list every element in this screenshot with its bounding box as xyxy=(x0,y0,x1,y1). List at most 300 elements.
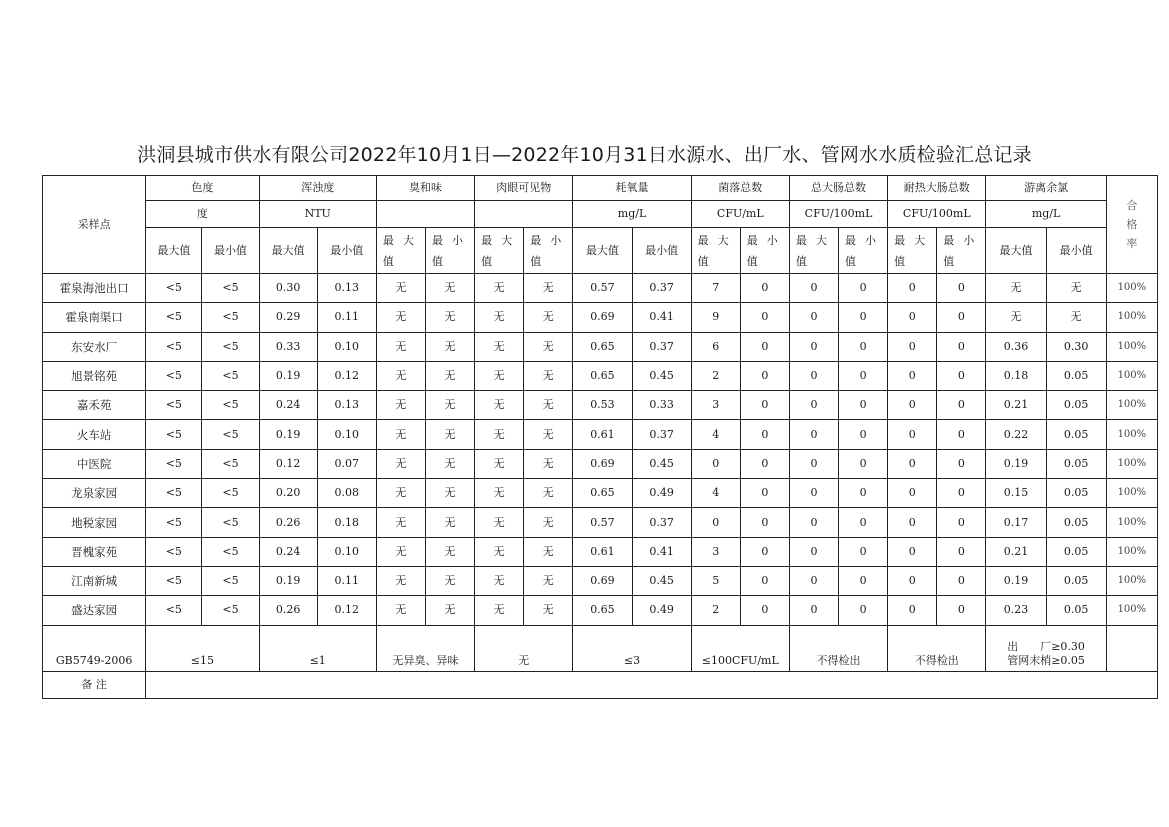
value-cell: 0.13 xyxy=(317,391,376,420)
value-cell: 0 xyxy=(839,479,888,508)
param-header: 臭和味 xyxy=(376,176,474,201)
value-cell: 0.11 xyxy=(317,566,376,595)
value-cell: <5 xyxy=(202,332,259,361)
value-cell: 无 xyxy=(425,391,474,420)
value-cell: 0.33 xyxy=(632,391,691,420)
value-cell: 0.18 xyxy=(317,508,376,537)
value-cell: 0 xyxy=(888,361,937,390)
min-header: 最小值 xyxy=(524,228,573,274)
value-cell: 0.65 xyxy=(573,479,632,508)
value-cell: 0 xyxy=(839,596,888,625)
pass-rate-cell: 100% xyxy=(1106,420,1157,449)
min-header: 最小值 xyxy=(937,228,986,274)
value-cell: <5 xyxy=(202,274,259,303)
standard-row xyxy=(43,625,1158,671)
value-cell: 无 xyxy=(524,508,573,537)
sampling-point-cell: 霍泉海池出口 xyxy=(43,274,146,303)
value-cell: 无 xyxy=(376,537,425,566)
value-cell: <5 xyxy=(146,449,202,478)
chlorine-standard xyxy=(986,625,1106,671)
value-cell: <5 xyxy=(146,508,202,537)
value-cell: 0.61 xyxy=(573,420,632,449)
value-cell: 5 xyxy=(691,566,740,595)
remarks-row xyxy=(43,671,1158,698)
unit-header: CFU/mL xyxy=(691,201,789,228)
value-cell: 0.15 xyxy=(986,479,1046,508)
value-cell: 无 xyxy=(376,508,425,537)
value-cell: 0.29 xyxy=(259,303,317,332)
param-header: 耗氧量 xyxy=(573,176,691,201)
value-cell: 0.19 xyxy=(986,566,1046,595)
max-header: 最大值 xyxy=(789,228,838,274)
value-cell: <5 xyxy=(202,566,259,595)
chlorine-standard-network: 管网末梢≥0.05 xyxy=(1007,653,1085,667)
value-cell: 0.05 xyxy=(1046,449,1106,478)
value-cell: 无 xyxy=(524,274,573,303)
value-cell: <5 xyxy=(202,537,259,566)
value-cell: 无 xyxy=(524,596,573,625)
value-cell: 0.24 xyxy=(259,537,317,566)
pass-rate-cell: 100% xyxy=(1106,332,1157,361)
param-header: 浑浊度 xyxy=(259,176,376,201)
chlorine-standard-factory: 出 厂≥0.30 xyxy=(1007,639,1085,653)
value-cell: 无 xyxy=(475,420,524,449)
remarks-content xyxy=(146,671,1158,698)
value-cell: 0.10 xyxy=(317,332,376,361)
value-cell: 0.10 xyxy=(317,537,376,566)
value-cell: 0 xyxy=(839,537,888,566)
value-cell: 无 xyxy=(475,479,524,508)
value-cell: 0 xyxy=(937,332,986,361)
value-cell: 0.37 xyxy=(632,274,691,303)
pass-rate-cell: 100% xyxy=(1106,479,1157,508)
value-cell: 0 xyxy=(740,274,789,303)
value-cell: 0.45 xyxy=(632,449,691,478)
value-cell: <5 xyxy=(146,420,202,449)
value-cell: 3 xyxy=(691,391,740,420)
value-cell: 0.05 xyxy=(1046,596,1106,625)
value-cell: 0 xyxy=(937,274,986,303)
value-cell: 0.19 xyxy=(986,449,1046,478)
water-quality-table xyxy=(42,175,1158,699)
value-cell: 0.36 xyxy=(986,332,1046,361)
value-cell: 0.26 xyxy=(259,508,317,537)
value-cell: 0 xyxy=(789,303,838,332)
unit-header: CFU/100mL xyxy=(789,201,887,228)
value-cell: 无 xyxy=(475,449,524,478)
pass-rate-header-text: 合格率 xyxy=(1126,199,1138,250)
value-cell: 无 xyxy=(524,420,573,449)
standard-value: ≤15 xyxy=(146,625,259,671)
value-cell: 0.33 xyxy=(259,332,317,361)
value-cell: 无 xyxy=(376,566,425,595)
value-cell: 0.26 xyxy=(259,596,317,625)
value-cell: 0.37 xyxy=(632,508,691,537)
param-header: 总大肠总数 xyxy=(789,176,887,201)
value-cell: 0 xyxy=(937,303,986,332)
sampling-point-cell: 龙泉家园 xyxy=(43,479,146,508)
value-cell: 0 xyxy=(937,449,986,478)
pass-rate-cell: 100% xyxy=(1106,274,1157,303)
value-cell: 0.65 xyxy=(573,332,632,361)
standard-value: 不得检出 xyxy=(888,625,986,671)
value-cell: 无 xyxy=(376,596,425,625)
value-cell: 无 xyxy=(376,303,425,332)
value-cell: 0 xyxy=(789,508,838,537)
value-cell: 0 xyxy=(789,420,838,449)
value-cell: 无 xyxy=(376,420,425,449)
value-cell: 0 xyxy=(740,537,789,566)
value-cell: 无 xyxy=(475,332,524,361)
table-row xyxy=(43,332,1158,361)
value-cell: 无 xyxy=(986,303,1046,332)
value-cell: 0.41 xyxy=(632,303,691,332)
value-cell: 0.57 xyxy=(573,274,632,303)
value-cell: 无 xyxy=(425,566,474,595)
value-cell: 0.17 xyxy=(986,508,1046,537)
standard-value: 无 xyxy=(475,625,573,671)
value-cell: 0 xyxy=(888,391,937,420)
header-row-minmax xyxy=(43,228,1158,274)
value-cell: 0 xyxy=(888,479,937,508)
sampling-point-cell: 中医院 xyxy=(43,449,146,478)
value-cell: 0.12 xyxy=(317,596,376,625)
document-title: 洪洞县城市供水有限公司2022年10月1日—2022年10月31日水源水、出厂水、管网水水质检验汇总记录 xyxy=(137,144,1032,166)
value-cell: 无 xyxy=(475,596,524,625)
value-cell: 0.41 xyxy=(632,537,691,566)
value-cell: 无 xyxy=(425,537,474,566)
value-cell: 0 xyxy=(937,566,986,595)
value-cell: 无 xyxy=(475,566,524,595)
unit-header xyxy=(475,201,573,228)
table-row xyxy=(43,508,1158,537)
value-cell: 0.30 xyxy=(259,274,317,303)
param-header: 肉眼可见物 xyxy=(475,176,573,201)
param-header: 色度 xyxy=(146,176,259,201)
value-cell: 0.45 xyxy=(632,566,691,595)
min-header: 最小值 xyxy=(632,228,691,274)
value-cell: <5 xyxy=(202,449,259,478)
standard-value: 无异臭、异味 xyxy=(376,625,474,671)
value-cell: 0 xyxy=(839,391,888,420)
value-cell: 0.05 xyxy=(1046,537,1106,566)
value-cell: <5 xyxy=(202,479,259,508)
value-cell: <5 xyxy=(146,361,202,390)
value-cell: 无 xyxy=(524,537,573,566)
value-cell: 0 xyxy=(740,479,789,508)
value-cell: 0 xyxy=(740,303,789,332)
value-cell: 9 xyxy=(691,303,740,332)
value-cell: 0.08 xyxy=(317,479,376,508)
header-row-parameters xyxy=(43,176,1158,201)
value-cell: 无 xyxy=(425,479,474,508)
value-cell: 0.69 xyxy=(573,449,632,478)
value-cell: 0.45 xyxy=(632,361,691,390)
value-cell: <5 xyxy=(202,596,259,625)
min-header: 最小值 xyxy=(740,228,789,274)
pass-rate-cell: 100% xyxy=(1106,537,1157,566)
value-cell: <5 xyxy=(202,420,259,449)
value-cell: 0 xyxy=(789,391,838,420)
unit-header: mg/L xyxy=(573,201,691,228)
remarks-label: 备 注 xyxy=(43,671,146,698)
table-row xyxy=(43,303,1158,332)
value-cell: 0.12 xyxy=(317,361,376,390)
value-cell: <5 xyxy=(146,596,202,625)
table-row xyxy=(43,537,1158,566)
value-cell: 无 xyxy=(376,274,425,303)
value-cell: 0 xyxy=(839,420,888,449)
standard-value: ≤100CFU/mL xyxy=(691,625,789,671)
sampling-point-cell: 旭景铭苑 xyxy=(43,361,146,390)
value-cell: 无 xyxy=(475,274,524,303)
value-cell: <5 xyxy=(146,479,202,508)
standard-value: ≤3 xyxy=(573,625,691,671)
table-row xyxy=(43,391,1158,420)
value-cell: 0.05 xyxy=(1046,391,1106,420)
value-cell: 0 xyxy=(740,508,789,537)
value-cell: 0 xyxy=(789,274,838,303)
max-header: 最大值 xyxy=(888,228,937,274)
value-cell: 无 xyxy=(524,391,573,420)
value-cell: 无 xyxy=(425,303,474,332)
value-cell: 无 xyxy=(425,361,474,390)
value-cell: 无 xyxy=(376,361,425,390)
value-cell: 0 xyxy=(839,566,888,595)
param-header: 游离余氯 xyxy=(986,176,1106,201)
value-cell: 无 xyxy=(376,332,425,361)
value-cell: 0 xyxy=(789,332,838,361)
value-cell: 0 xyxy=(937,508,986,537)
value-cell: 0.49 xyxy=(632,479,691,508)
max-header: 最大值 xyxy=(573,228,632,274)
header-row-units xyxy=(43,201,1158,228)
table-row xyxy=(43,361,1158,390)
pass-rate-cell: 100% xyxy=(1106,508,1157,537)
value-cell: 0.23 xyxy=(986,596,1046,625)
min-header: 最小值 xyxy=(425,228,474,274)
max-header: 最大值 xyxy=(259,228,317,274)
value-cell: 0.24 xyxy=(259,391,317,420)
value-cell: 0.65 xyxy=(573,596,632,625)
value-cell: 7 xyxy=(691,274,740,303)
value-cell: 0.69 xyxy=(573,566,632,595)
param-header: 耐热大肠总数 xyxy=(888,176,986,201)
value-cell: 0.07 xyxy=(317,449,376,478)
unit-header xyxy=(376,201,474,228)
value-cell: 无 xyxy=(376,391,425,420)
min-header: 最小值 xyxy=(1046,228,1106,274)
value-cell: 0.19 xyxy=(259,420,317,449)
value-cell: <5 xyxy=(202,508,259,537)
value-cell: 0 xyxy=(937,537,986,566)
value-cell: 无 xyxy=(524,303,573,332)
value-cell: 0.21 xyxy=(986,537,1046,566)
table-row xyxy=(43,479,1158,508)
value-cell: 0 xyxy=(740,566,789,595)
value-cell: 0.05 xyxy=(1046,361,1106,390)
value-cell: 0 xyxy=(888,274,937,303)
max-header: 最大值 xyxy=(475,228,524,274)
value-cell: 0.49 xyxy=(632,596,691,625)
sampling-point-cell: 东安水厂 xyxy=(43,332,146,361)
value-cell: 0.20 xyxy=(259,479,317,508)
value-cell: 0 xyxy=(789,596,838,625)
value-cell: <5 xyxy=(146,537,202,566)
table-row xyxy=(43,449,1158,478)
sampling-point-cell: 火车站 xyxy=(43,420,146,449)
pass-rate-cell: 100% xyxy=(1106,566,1157,595)
value-cell: 0.30 xyxy=(1046,332,1106,361)
max-header: 最大值 xyxy=(986,228,1046,274)
value-cell: 0.69 xyxy=(573,303,632,332)
value-cell: 0 xyxy=(789,566,838,595)
value-cell: 无 xyxy=(425,332,474,361)
value-cell: 0.12 xyxy=(259,449,317,478)
value-cell: 0.19 xyxy=(259,361,317,390)
pass-rate-cell: 100% xyxy=(1106,596,1157,625)
table-row xyxy=(43,274,1158,303)
value-cell: 0 xyxy=(888,508,937,537)
value-cell: 0.37 xyxy=(632,420,691,449)
value-cell: 无 xyxy=(475,537,524,566)
pass-rate-cell: 100% xyxy=(1106,391,1157,420)
value-cell: 0 xyxy=(691,508,740,537)
value-cell: 0 xyxy=(937,479,986,508)
value-cell: <5 xyxy=(202,361,259,390)
unit-header: CFU/100mL xyxy=(888,201,986,228)
value-cell: 0.22 xyxy=(986,420,1046,449)
value-cell: 无 xyxy=(524,361,573,390)
standard-rate-empty xyxy=(1106,625,1157,671)
value-cell: 无 xyxy=(475,303,524,332)
unit-header: mg/L xyxy=(986,201,1106,228)
value-cell: 0 xyxy=(888,537,937,566)
value-cell: 0 xyxy=(937,420,986,449)
value-cell: 无 xyxy=(376,479,425,508)
value-cell: <5 xyxy=(202,303,259,332)
value-cell: 3 xyxy=(691,537,740,566)
pass-rate-cell: 100% xyxy=(1106,361,1157,390)
value-cell: 0 xyxy=(789,537,838,566)
value-cell: 0 xyxy=(888,566,937,595)
table-row xyxy=(43,566,1158,595)
value-cell: <5 xyxy=(146,566,202,595)
value-cell: 0 xyxy=(740,596,789,625)
value-cell: 0 xyxy=(888,449,937,478)
pass-rate-cell: 100% xyxy=(1106,449,1157,478)
sampling-point-header: 采样点 xyxy=(43,176,146,274)
value-cell: 0 xyxy=(839,303,888,332)
max-header: 最大值 xyxy=(691,228,740,274)
value-cell: 6 xyxy=(691,332,740,361)
value-cell: 无 xyxy=(475,391,524,420)
value-cell: 无 xyxy=(524,449,573,478)
sampling-point-cell: 晋槐家苑 xyxy=(43,537,146,566)
value-cell: 4 xyxy=(691,479,740,508)
value-cell: 0 xyxy=(888,420,937,449)
value-cell: 无 xyxy=(524,566,573,595)
value-cell: 0.05 xyxy=(1046,566,1106,595)
value-cell: 无 xyxy=(475,361,524,390)
value-cell: 0 xyxy=(839,361,888,390)
value-cell: 无 xyxy=(425,449,474,478)
value-cell: 0 xyxy=(888,303,937,332)
value-cell: 0 xyxy=(789,449,838,478)
value-cell: <5 xyxy=(146,274,202,303)
value-cell: <5 xyxy=(202,391,259,420)
table-row xyxy=(43,596,1158,625)
value-cell: 0.05 xyxy=(1046,420,1106,449)
min-header: 最小值 xyxy=(317,228,376,274)
value-cell: 0.57 xyxy=(573,508,632,537)
value-cell: <5 xyxy=(146,391,202,420)
value-cell: <5 xyxy=(146,332,202,361)
value-cell: 0.05 xyxy=(1046,508,1106,537)
value-cell: 0.11 xyxy=(317,303,376,332)
sampling-point-cell: 地税家园 xyxy=(43,508,146,537)
sampling-point-cell: 江南新城 xyxy=(43,566,146,595)
value-cell: 0.10 xyxy=(317,420,376,449)
value-cell: 0 xyxy=(839,449,888,478)
value-cell: 0 xyxy=(937,596,986,625)
value-cell: 0 xyxy=(789,479,838,508)
value-cell: 无 xyxy=(1046,274,1106,303)
pass-rate-header xyxy=(1106,176,1157,274)
value-cell: 2 xyxy=(691,596,740,625)
value-cell: 0 xyxy=(740,361,789,390)
value-cell: 0 xyxy=(740,391,789,420)
value-cell: 0 xyxy=(839,332,888,361)
value-cell: 0 xyxy=(839,274,888,303)
value-cell: 无 xyxy=(425,508,474,537)
standard-value: ≤1 xyxy=(259,625,376,671)
standard-value: 不得检出 xyxy=(789,625,887,671)
value-cell: 0 xyxy=(839,508,888,537)
value-cell: 0.05 xyxy=(1046,479,1106,508)
value-cell: 无 xyxy=(376,449,425,478)
value-cell: 0.37 xyxy=(632,332,691,361)
table-row xyxy=(43,420,1158,449)
value-cell: 0.53 xyxy=(573,391,632,420)
value-cell: <5 xyxy=(146,303,202,332)
value-cell: 2 xyxy=(691,361,740,390)
value-cell: 0 xyxy=(937,361,986,390)
value-cell: 0 xyxy=(937,391,986,420)
value-cell: 无 xyxy=(524,479,573,508)
value-cell: 0 xyxy=(740,420,789,449)
value-cell: 0.61 xyxy=(573,537,632,566)
value-cell: 0 xyxy=(888,332,937,361)
pass-rate-cell: 100% xyxy=(1106,303,1157,332)
standard-label: GB5749-2006 xyxy=(43,625,146,671)
max-header: 最大值 xyxy=(146,228,202,274)
sampling-point-cell: 盛达家园 xyxy=(43,596,146,625)
param-header: 菌落总数 xyxy=(691,176,789,201)
value-cell: 0 xyxy=(740,449,789,478)
max-header: 最大值 xyxy=(376,228,425,274)
value-cell: 无 xyxy=(425,274,474,303)
value-cell: 0.65 xyxy=(573,361,632,390)
unit-header: NTU xyxy=(259,201,376,228)
value-cell: 无 xyxy=(475,508,524,537)
sampling-point-cell: 嘉禾苑 xyxy=(43,391,146,420)
value-cell: 无 xyxy=(1046,303,1106,332)
value-cell: 0.13 xyxy=(317,274,376,303)
value-cell: 0.18 xyxy=(986,361,1046,390)
min-header: 最小值 xyxy=(839,228,888,274)
value-cell: 0 xyxy=(789,361,838,390)
